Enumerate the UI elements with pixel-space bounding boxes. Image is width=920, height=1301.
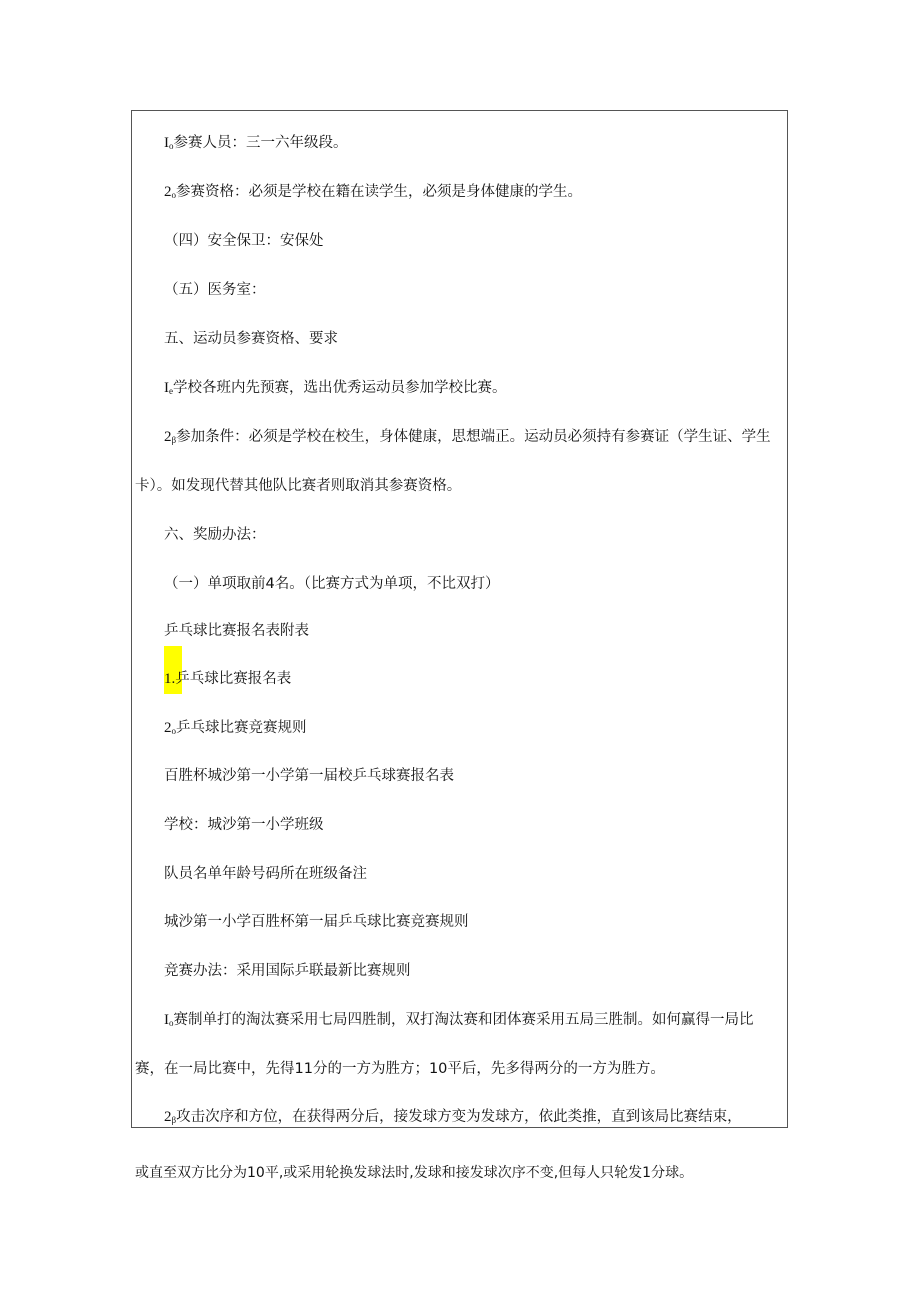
doc-line-4: （五）医务室：	[164, 282, 266, 298]
doc-line-12: 1.乒乓球比赛报名表	[164, 671, 292, 687]
doc-line-21: $2_\beta$攻击次序和方位，在获得两分后，接发球方变为发球方，依此类推，直到该局比赛结束，	[164, 1109, 742, 1125]
doc-line-2: $2_o$参赛资格：必须是学校在籍在读学生，必须是身体健康的学生。	[164, 184, 582, 200]
doc-line-14: 百胜杯城沙第一小学第一届校乒乓球赛报名表	[164, 768, 454, 784]
doc-line-9: 六、奖励办法：	[164, 527, 266, 543]
doc-line-20: 赛，在一局比赛中，先得11分的一方为胜方；10平后，先多得两分的一方为胜方。	[135, 1061, 665, 1077]
doc-line-10: （一）单项取前4名。（比赛方式为单项，不比双打）	[164, 576, 500, 592]
doc-line-11: 乒乓球比赛报名表附表	[164, 623, 309, 639]
doc-line-16: 队员名单年龄号码所在班级备注	[164, 866, 367, 882]
doc-line-1: $I_o$参赛人员：三一六年级段。	[164, 135, 348, 151]
doc-line-18: 竞赛办法：采用国际乒联最新比赛规则	[164, 963, 411, 979]
doc-line-19: $I_o$赛制单打的淘汰赛采用七局四胜制，双打淘汰赛和团体赛采用五局三胜制。如何赢得一局比	[164, 1012, 754, 1028]
doc-line-8: 卡）。如发现代替其他队比赛者则取消其参赛资格。	[135, 478, 462, 494]
doc-line-6: $I_e$学校各班内先预赛，选出优秀运动员参加学校比赛。	[164, 380, 507, 396]
doc-line-3: （四）安全保卫：安保处	[164, 233, 324, 249]
doc-line-15: 学校：城沙第一小学班级	[164, 817, 324, 833]
doc-line-17: 城沙第一小学百胜杯第一届乒乓球比赛竞赛规则	[164, 914, 469, 930]
doc-line-5: 五、运动员参赛资格、要求	[164, 331, 338, 347]
footer-line: 或直至双方比分为10平,或采用轮换发球法时,发球和接发球次序不变,但每人只轮发1分球。	[135, 1165, 694, 1181]
doc-line-7: $2_\beta$参加条件：必须是学校在校生，身体健康，思想端正。运动员必须持有参赛证（学生证、学生	[164, 429, 771, 445]
doc-line-13: $2_o$乒乓球比赛竞赛规则	[164, 720, 307, 736]
